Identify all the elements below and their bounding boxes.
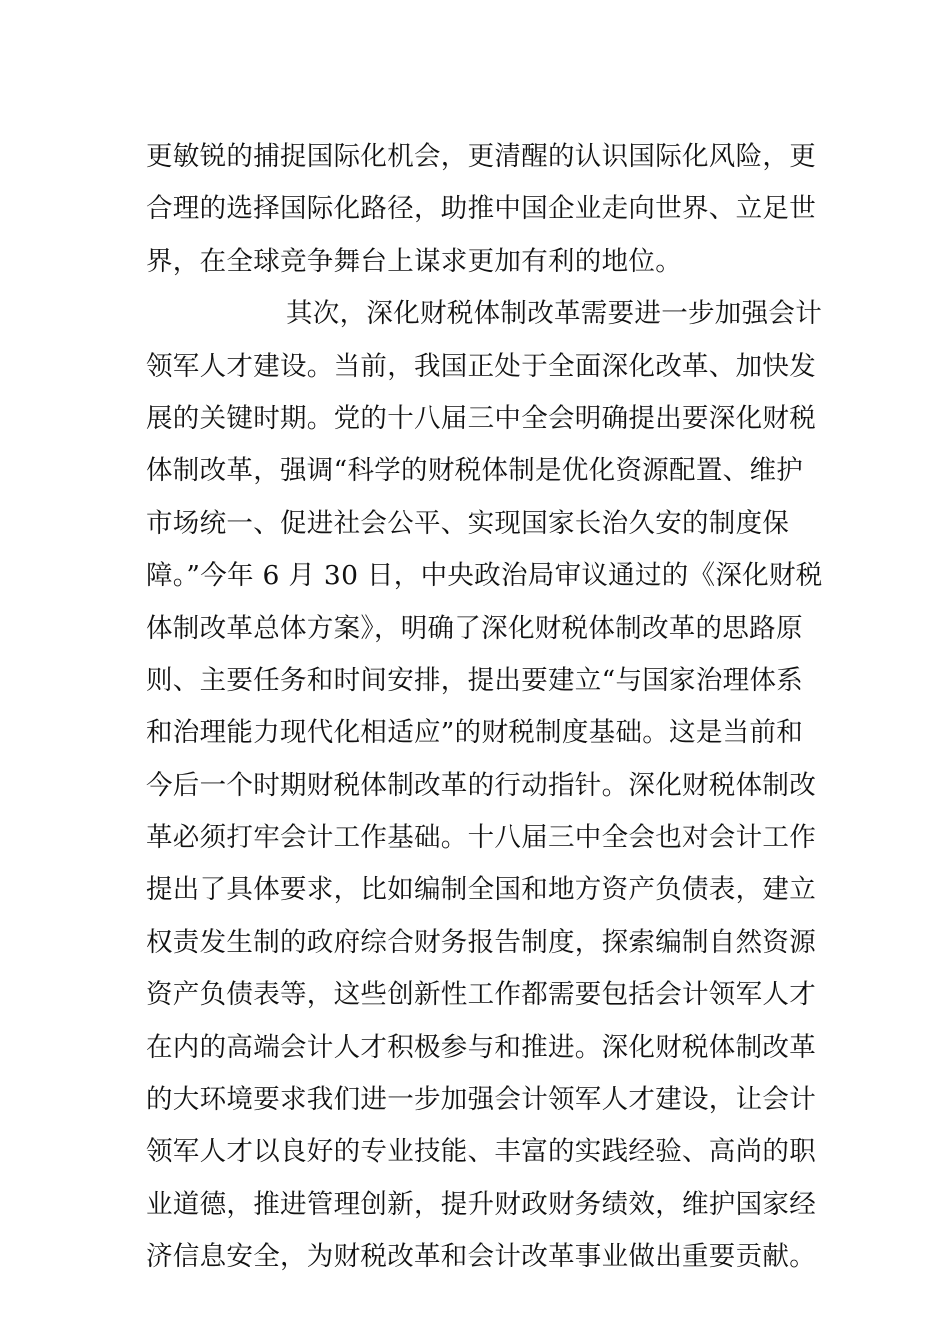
text-line: 资产负债表等，这些创新性工作都需要包括会计领军人才 [146,979,816,1011]
text-line: 则、主要任务和时间安排，提出要建立“与国家治理体系 [146,664,804,696]
text-line: 市场统一、促进社会公平、实现国家长治久安的制度保 [146,507,790,539]
text-line: 革必须打牢会计工作基础。十八届三中全会也对会计工作 [146,822,816,854]
text-line: 的大环境要求我们进一步加强会计领军人才建设，让会计 [146,1084,816,1116]
text-line: 界，在全球竞争舞台上谋求更加有利的地位。 [146,245,682,277]
text-line: 更敏锐的捕捉国际化机会，更清醒的认识国际化风险，更 [146,141,816,172]
body-text [146,131,823,1284]
text-line: 和治理能力现代化相适应”的财税制度基础。这是当前和 [146,717,804,749]
text-line: 领军人才以良好的专业技能、丰富的实践经验、高尚的职 [146,1136,816,1168]
text-line: 领军人才建设。当前，我国正处于全面深化改革、加快发 [146,350,816,382]
text-line: 在内的高端会计人才积极参与和推进。深化财税体制改革 [146,1031,816,1063]
text-line: 济信息安全，为财税改革和会计改革事业做出重要贡献。 [146,1241,816,1273]
text-line: 体制改革，强调“科学的财税体制是优化资源配置、维护 [146,455,804,487]
paragraph-first-line: 其次，深化财税体制改革需要进一步加强会计 [286,298,822,330]
text-line: 业道德，推进管理创新，提升财政财务绩效，维护国家经 [146,1188,816,1220]
text-line: 展的关键时期。党的十八届三中全会明确提出要深化财税 [146,402,816,434]
text-line: 权责发生制的政府综合财务报告制度，探索编制自然资源 [146,926,816,958]
text-line: 合理的选择国际化路径，助推中国企业走向世界、立足世 [146,193,816,225]
text-line: 提出了具体要求，比如编制全国和地方资产负债表，建立 [146,874,816,906]
text-line: 障。”今年 6 月 30 日，中央政治局审议通过的《深化财税 [146,560,823,592]
text-line: 体制改革总体方案》，明确了深化财税体制改革的思路原 [146,612,803,644]
text-line: 今后一个时期财税体制改革的行动指针。深化财税体制改 [146,769,816,801]
